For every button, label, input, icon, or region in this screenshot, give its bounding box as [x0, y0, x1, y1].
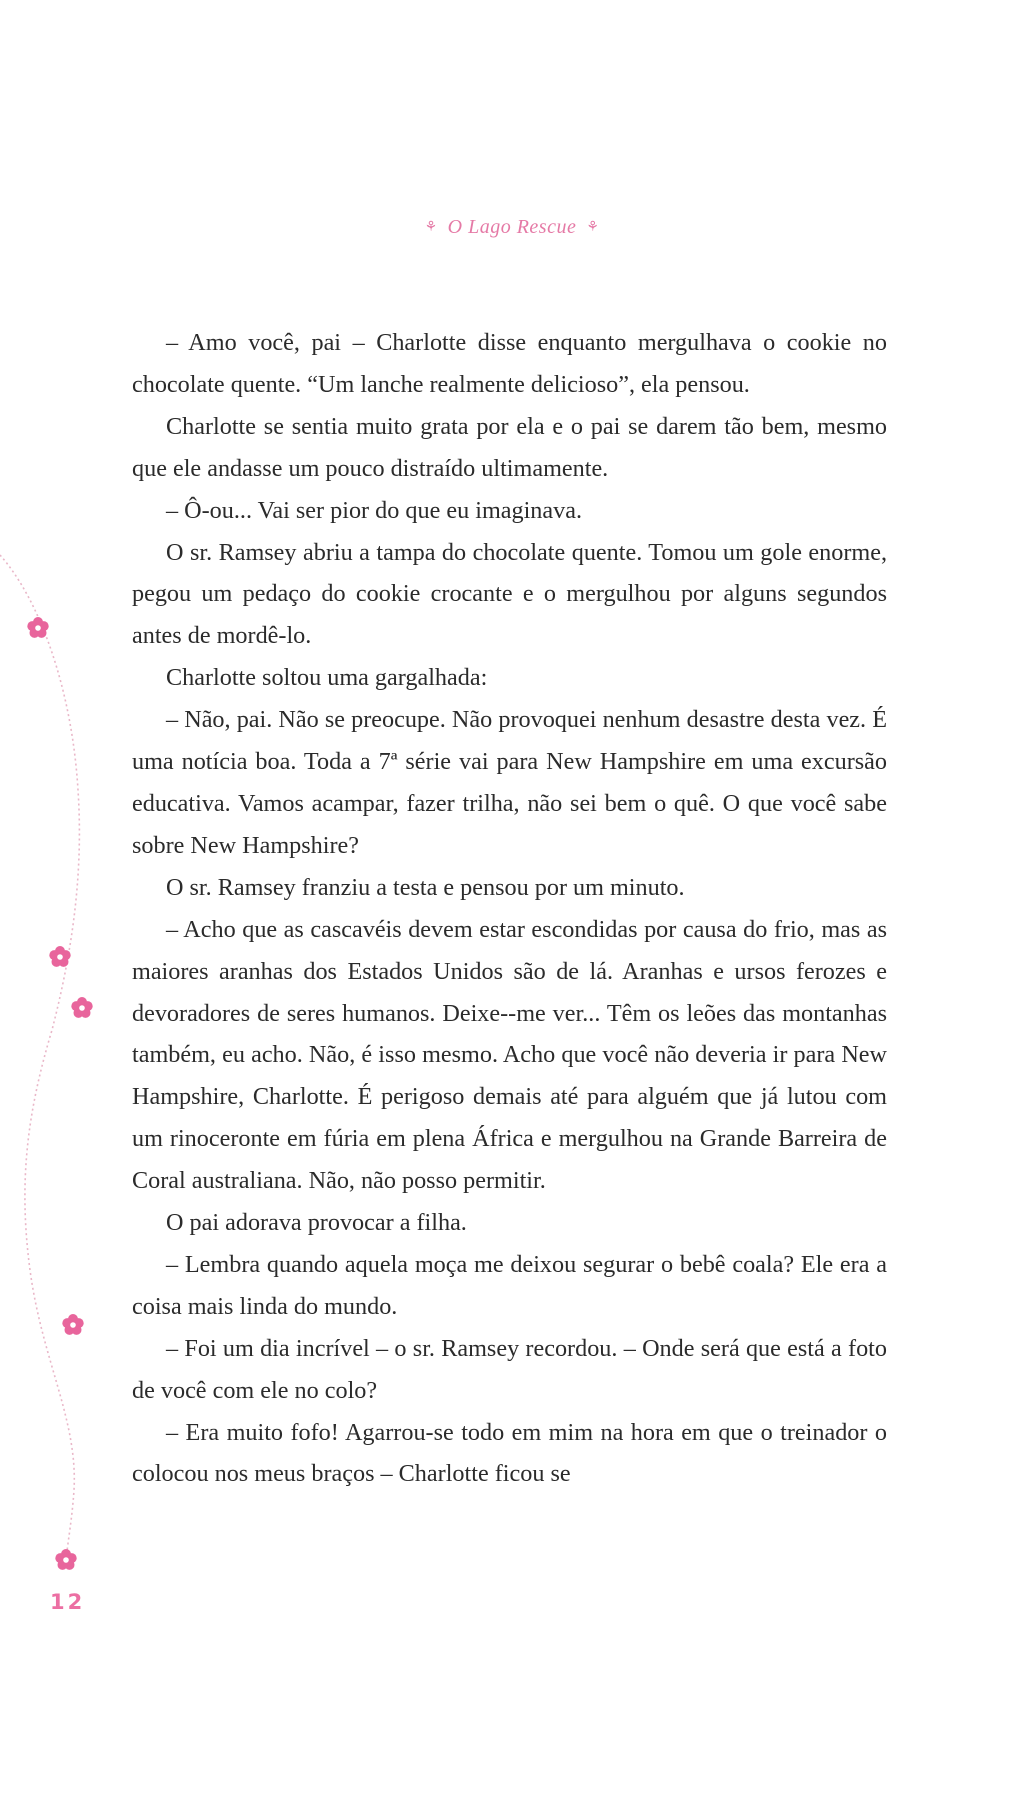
body-text — [132, 322, 887, 1495]
vine-stem — [0, 555, 79, 1560]
book-title: O Lago Rescue — [447, 216, 577, 238]
paragraph: – Não, pai. Não se preocupe. Não provoquei nenhum desastre desta vez. É uma notícia boa. Toda a 7ª série vai para New Hampshire em uma excursão educativa. Vamos acampar, fazer trilha, não sei bem o quê. O que você sabe sobre New Hampshire? — [132, 706, 887, 859]
paragraph: – Foi um dia incrível – o sr. Ramsey recordou. – Onde será que está a foto de você com ele no colo? — [132, 1334, 887, 1404]
ornament-left-icon: ⚘ — [424, 220, 438, 235]
paragraph: – Amo você, pai – Charlotte disse enquanto mergulhava o cookie no chocolate quente. “Um lanche realmente delicioso”, ela pensou. — [132, 329, 887, 398]
floral-vine-decoration — [0, 0, 140, 1820]
flower-icon — [71, 997, 92, 1018]
flower-icon — [62, 1314, 83, 1335]
paragraph: O sr. Ramsey franziu a testa e pensou por um minuto. — [166, 873, 685, 901]
flower-icon — [55, 1549, 76, 1570]
running-header — [0, 216, 1024, 239]
paragraph: – Era muito fofo! Agarrou-se todo em mim na hora em que o treinador o colocou nos meus braços – Charlotte ficou se — [132, 1418, 887, 1488]
paragraph: – Ô-ou... Vai ser pior do que eu imaginava. — [166, 496, 583, 524]
flower-icon — [49, 946, 70, 967]
flower-icon — [27, 617, 48, 638]
paragraph: Charlotte soltou uma gargalhada: — [166, 664, 488, 692]
ornament-right-icon: ⚘ — [586, 220, 600, 235]
paragraph: – Acho que as cascavéis devem estar escondidas por causa do frio, mas as maiores aranhas dos Estados Unidos são de lá. Aranhas e ursos ferozes e devoradores de seres humanos. Deixe--me ver... Têm os leões das montanhas também, eu acho. Não, é isso mesmo. Acho que você não deveria ir para New Hampshire, Charlotte. É perigoso demais até para alguém que já lutou com um rinoceronte em fúria em plena África e mergulhou na Grande Barreira de Coral australiana. Não, não posso permitir. — [132, 915, 887, 1195]
paragraph: – Lembra quando aquela moça me deixou segurar o bebê coala? Ele era a coisa mais linda do mundo. — [132, 1250, 887, 1320]
paragraph: O pai adorava provocar a filha. — [166, 1209, 467, 1237]
paragraph: Charlotte se sentia muito grata por ela e o pai se darem tão bem, mesmo que ele andasse um pouco distraído ultimamente. — [132, 412, 887, 482]
page-number: 12 — [50, 1590, 86, 1614]
paragraph: O sr. Ramsey abriu a tampa do chocolate quente. Tomou um gole enorme, pegou um pedaço do cookie crocante e o mergulhou por alguns segundos antes de mordê-lo. — [132, 538, 887, 650]
